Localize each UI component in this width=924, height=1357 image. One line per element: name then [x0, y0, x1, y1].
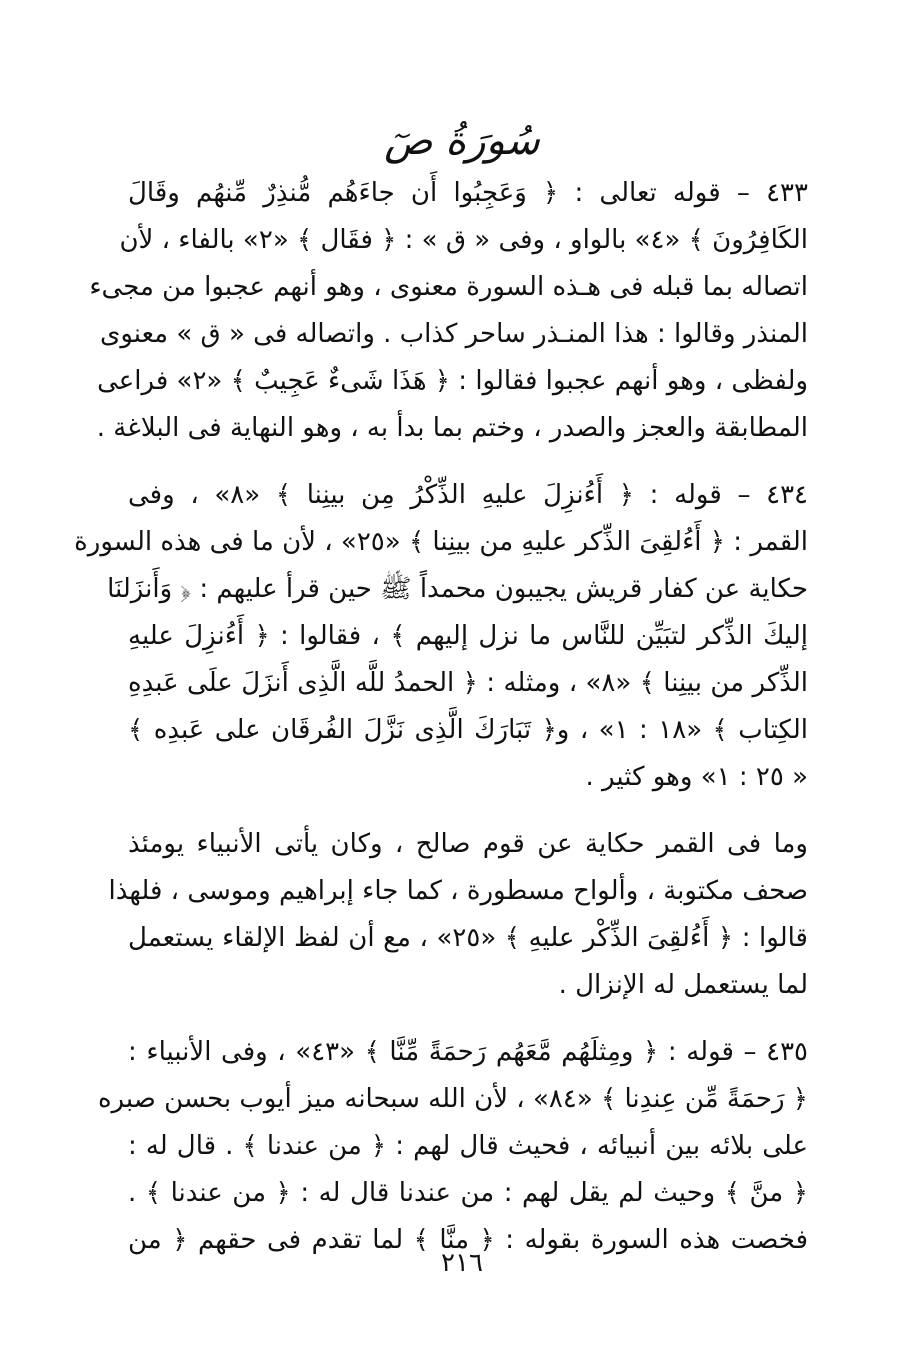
paragraph-continuation	[108, 821, 808, 1009]
text-line: ٤٣٣ – قوله تعالى : ﴿ وَعَجِبُوا أَن جاءَهُم مُّنذِرٌ مِّنهُم وقَالَ	[128, 178, 808, 208]
text-line: على بلائه بين أنبيائه ، فحيث قال لهم : ﴿ من عندنا ﴾ . قال له :	[128, 1131, 808, 1161]
text-line: القمر : ﴿ أَءُلقِىَ الذِّكر عليهِ من بينِنا ﴾ «٢٥» ، لأن ما فى هذه السورة	[74, 527, 808, 557]
text-line: الذِّكر من بينِنا ﴾ «٨» ، ومثله : ﴿ الحمدُ للَّه الَّذِى أَنزَلَ علَى عَبدِهِ	[128, 668, 808, 698]
body-text	[74, 170, 809, 1264]
paragraph-spacer	[128, 801, 808, 821]
text-line: قالوا : ﴿ أَءُلقِىَ الذِّكْر عليهِ ﴾ «٢٥» ، مع أن لفظ الإلقاء يستعمل	[128, 923, 808, 953]
surah-title: سُورَةُ صٓ	[384, 118, 540, 164]
text-line: ﴿ منَّ ﴾ وحيث لم يقل لهم : من عندنا قال له : ﴿ من عندنا ﴾ .	[128, 1178, 808, 1208]
text-line: الكِتاب ﴾ «١٨ : ١» ، و﴿ تَبَارَكَ الَّذِى نَزَّلَ الفُرقَان على عَبدِه ﴾	[128, 715, 808, 745]
text-line: ﴿ رَحمَةً مِّن عِندِنا ﴾ «٨٤» ، لأن الله سبحانه ميز أيوب بحسن صبره	[97, 1084, 808, 1114]
text-line: المنذر وقالوا : هذا المنـذر ساحر كذاب . واتصاله فى « ق » معنوى	[100, 319, 808, 349]
paragraph-433	[89, 170, 808, 452]
text-line: ٤٣٥ – قوله : ﴿ ومِثلَهُم مَّعَهُم رَحمَةً مِّنَّا ﴾ «٤٣» ، وفى الأنبياء :	[128, 1037, 809, 1067]
text-line: فخصت هذه السورة بقوله : ﴿ منَّا ﴾ لما تقدم فى حقهم ﴿ من	[128, 1225, 808, 1255]
text-line: لما يستعمل له الإنزال .	[558, 970, 808, 1000]
text-line: الكَافِرُونَ ﴾ «٤» بالواو ، وفى « ق » : ﴿ فقَال ﴾ «٢» بالفاء ، لأن	[119, 225, 808, 255]
text-line: اتصاله بما قبله فى هـذه السورة معنوى ، وهو أنهم عجبوا من مجىء	[89, 272, 808, 302]
text-line: وما فى القمر حكاية عن قوم صالح ، وكان يأتى الأنبياء يومئذ	[128, 829, 808, 859]
page-number: ٢١٦	[441, 1248, 483, 1278]
text-line: ٤٣٤ – قوله : ﴿ أَءُنزِلَ عليهِ الذِّكْرُ مِن بينِنا ﴾ «٨» ، وفى	[128, 480, 809, 510]
paragraph-435	[97, 1029, 809, 1264]
text-line: المطابقة والعجز والصدر ، وختم بما بدأ به ، وهو النهاية فى البلاغة .	[96, 413, 808, 443]
paragraph-spacer	[128, 452, 808, 472]
text-line: « ٢٥ : ١» وهو كثير .	[585, 762, 808, 792]
text-line: حكاية عن كفار قريش يجيبون محمداً ﷺ حين قرأ عليهم : ﴿ وَأَنزَلنَا	[107, 574, 808, 604]
text-line: صحف مكتوبة ، وألواح مسطورة ، كما جاء إبراهيم وموسى ، فلهذا	[108, 876, 808, 906]
text-line: إليكَ الذِّكر لتبَيِّن للنَّاس ما نزل إليهم ﴾ ، فقالوا : ﴿ أَءُنزِلَ عليهِ	[128, 621, 808, 651]
paragraph-spacer	[128, 1009, 808, 1029]
paragraph-434	[74, 472, 809, 801]
text-line: ولفظى ، وهو أنهم عجبوا فقالوا : ﴿ هَذَا شَىءٌ عَجِيبٌ ﴾ «٢» فراعى	[97, 366, 808, 396]
